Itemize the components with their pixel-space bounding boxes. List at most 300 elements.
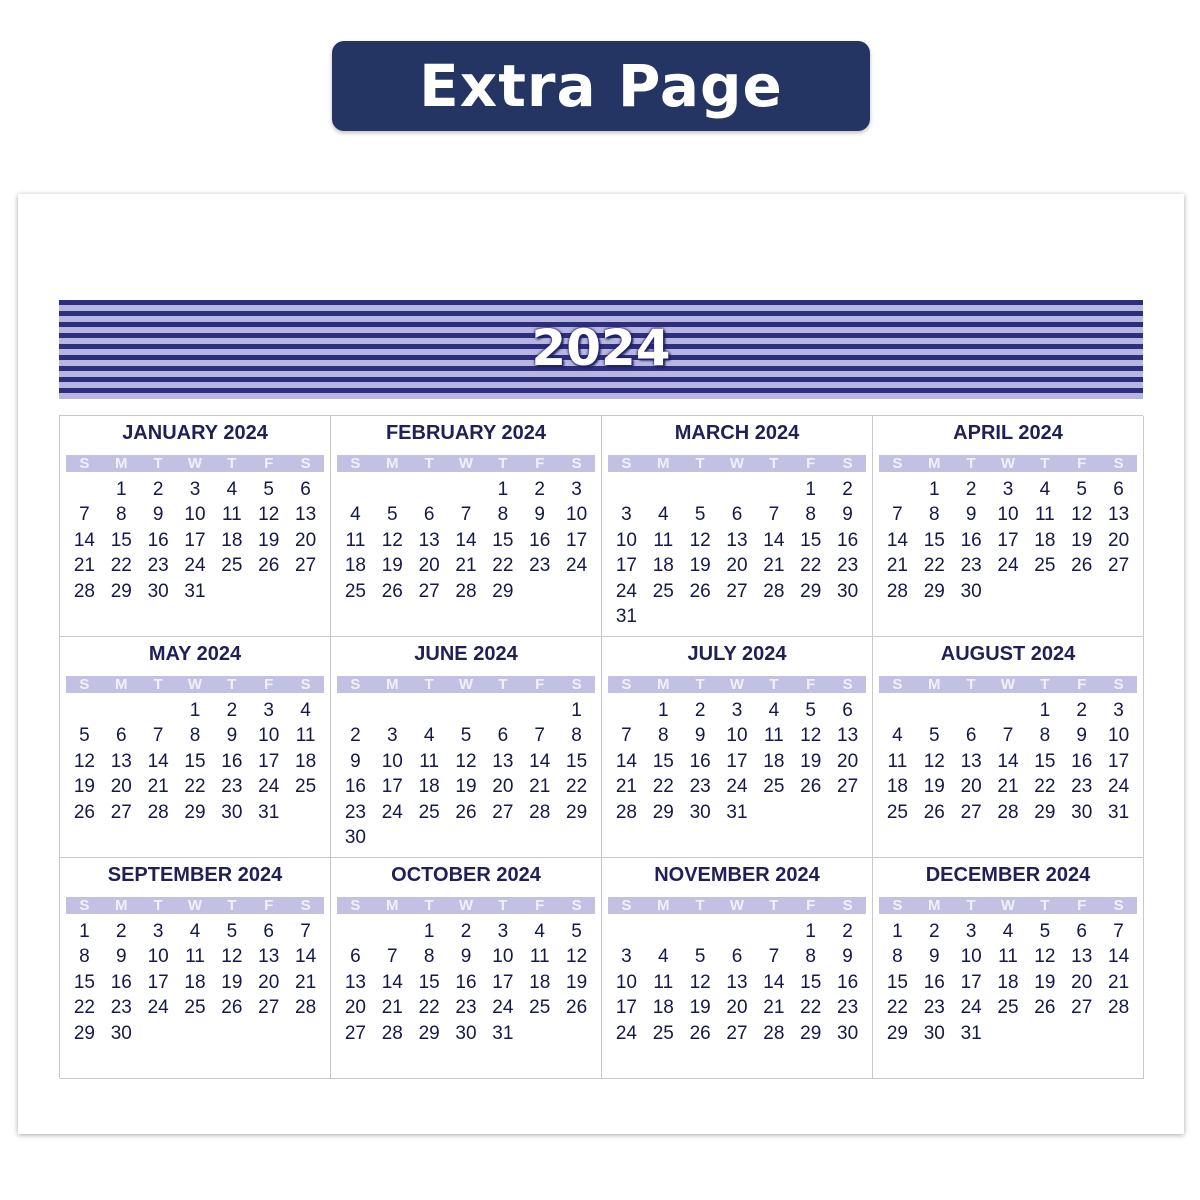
- weekday-label: T: [695, 676, 705, 693]
- day-number: 28: [73, 580, 95, 602]
- day-number: 31: [258, 801, 280, 823]
- weekday-label: T: [769, 676, 779, 693]
- weekday-label: W: [1000, 455, 1016, 472]
- day-number: 14: [997, 750, 1019, 772]
- year-banner: [59, 300, 1143, 399]
- day-number: 19: [1071, 529, 1093, 551]
- weekday-label: S: [842, 455, 853, 472]
- day-number: 18: [184, 971, 206, 993]
- day-number: 12: [689, 529, 711, 551]
- weekday-label: W: [1000, 676, 1016, 693]
- day-number: 26: [1034, 997, 1056, 1019]
- day-number: 29: [923, 580, 945, 602]
- weekday-label: S: [79, 676, 90, 693]
- weekday-label: S: [350, 676, 361, 693]
- day-number: 30: [221, 801, 243, 823]
- day-number: 28: [763, 1022, 785, 1044]
- day-number: 13: [726, 971, 748, 993]
- day-number: 24: [726, 776, 748, 798]
- weekday-label: F: [1077, 676, 1087, 693]
- day-number: 10: [566, 504, 588, 526]
- day-number: 28: [615, 801, 637, 823]
- weekday-label: T: [1040, 455, 1050, 472]
- day-number: 6: [115, 725, 127, 747]
- day-number: 26: [689, 1022, 711, 1044]
- day-number: 8: [423, 946, 435, 968]
- day-number: 13: [344, 971, 366, 993]
- empty-day-cell: [719, 919, 756, 944]
- day-number: 8: [79, 946, 90, 968]
- weekday-label: W: [729, 455, 745, 472]
- day-number: 9: [842, 946, 853, 968]
- day-number: 16: [960, 529, 982, 551]
- day-number: 6: [350, 946, 361, 968]
- day-number: 22: [566, 776, 588, 798]
- day-number: 23: [1071, 776, 1093, 798]
- day-number: 21: [529, 776, 551, 798]
- day-number: 27: [1071, 997, 1093, 1019]
- month-title: NOVEMBER 2024: [654, 864, 820, 886]
- day-number: 27: [960, 801, 982, 823]
- day-number: 2: [460, 921, 472, 942]
- day-number: 9: [534, 504, 545, 526]
- month-block: [60, 416, 331, 637]
- empty-day-cell: [337, 919, 374, 944]
- day-number: 4: [350, 504, 361, 526]
- day-number: 1: [571, 700, 582, 721]
- day-number: 6: [842, 700, 853, 721]
- day-number: 4: [657, 946, 669, 968]
- day-number: 12: [566, 946, 588, 968]
- day-number: 6: [423, 504, 435, 526]
- day-number: 29: [800, 580, 822, 602]
- day-number: 8: [805, 946, 816, 968]
- weekday-label: T: [153, 676, 163, 693]
- month-title: FEBRUARY 2024: [385, 422, 547, 444]
- day-number: 27: [1108, 555, 1130, 577]
- day-number: 27: [418, 580, 440, 602]
- weekday-label: W: [458, 676, 474, 693]
- day-number: 15: [923, 529, 945, 551]
- day-number: 19: [923, 776, 945, 798]
- weekday-label: T: [695, 897, 705, 914]
- day-number: 20: [418, 555, 440, 577]
- day-number: 4: [189, 921, 201, 942]
- day-number: 13: [258, 946, 280, 968]
- day-number: 29: [110, 580, 132, 602]
- day-grid: [879, 919, 1137, 1046]
- day-number: 25: [221, 555, 243, 577]
- day-number: 6: [497, 725, 509, 747]
- weekday-label: S: [300, 897, 311, 914]
- weekday-label: W: [187, 455, 203, 472]
- day-number: 16: [455, 971, 477, 993]
- weekday-label: F: [264, 897, 274, 914]
- empty-day-cell: [448, 477, 485, 502]
- day-number: 15: [652, 750, 674, 772]
- day-number: 10: [184, 504, 206, 526]
- day-number: 2: [694, 700, 706, 721]
- day-number: 17: [566, 529, 588, 551]
- day-number: 9: [460, 946, 472, 968]
- day-number: 7: [768, 504, 780, 526]
- day-number: 30: [837, 1022, 859, 1044]
- day-number: 7: [79, 504, 90, 526]
- day-number: 22: [923, 555, 945, 577]
- day-number: 14: [381, 971, 403, 993]
- day-number: 10: [997, 504, 1019, 526]
- day-number: 14: [529, 750, 551, 772]
- day-number: 3: [571, 479, 582, 500]
- day-number: 15: [1034, 750, 1056, 772]
- day-grid: [337, 698, 595, 850]
- day-number: 8: [571, 725, 582, 747]
- weekday-label: S: [79, 455, 90, 472]
- day-number: 25: [652, 1022, 674, 1044]
- day-number: 23: [344, 801, 366, 823]
- day-number: 3: [731, 700, 743, 721]
- day-number: 11: [221, 504, 242, 526]
- day-number: 30: [455, 1022, 477, 1044]
- day-grid: [337, 477, 595, 604]
- day-number: 19: [1034, 971, 1056, 993]
- day-number: 16: [221, 750, 243, 772]
- day-number: 16: [837, 971, 859, 993]
- day-number: 24: [960, 997, 982, 1019]
- day-number: 8: [657, 725, 669, 747]
- weekday-header-row: [66, 676, 324, 693]
- empty-day-cell: [645, 477, 682, 502]
- day-number: 1: [115, 479, 127, 500]
- day-number: 1: [657, 700, 669, 721]
- day-number: 17: [615, 997, 637, 1019]
- day-number: 19: [381, 555, 403, 577]
- day-number: 15: [184, 750, 206, 772]
- weekday-label: T: [1040, 897, 1050, 914]
- month-block: [60, 858, 331, 1079]
- day-number: 2: [152, 479, 164, 500]
- weekday-label: F: [1077, 455, 1087, 472]
- day-number: 3: [965, 921, 977, 942]
- weekday-label: F: [535, 676, 545, 693]
- day-number: 7: [460, 504, 472, 526]
- weekday-label: W: [458, 455, 474, 472]
- day-number: 31: [492, 1022, 514, 1044]
- weekday-label: T: [498, 676, 508, 693]
- day-number: 26: [258, 555, 280, 577]
- day-number: 9: [842, 504, 853, 526]
- day-number: 14: [147, 750, 169, 772]
- day-number: 27: [295, 555, 317, 577]
- day-number: 3: [1113, 700, 1124, 721]
- day-number: 20: [1108, 529, 1130, 551]
- day-number: 24: [566, 555, 588, 577]
- weekday-label: T: [424, 897, 434, 914]
- day-number: 24: [184, 555, 206, 577]
- day-number: 2: [115, 921, 127, 942]
- day-number: 29: [73, 1022, 95, 1044]
- weekday-label: T: [769, 455, 779, 472]
- day-number: 11: [887, 750, 908, 772]
- day-number: 9: [694, 725, 706, 747]
- day-number: 14: [763, 529, 785, 551]
- day-number: 17: [147, 971, 169, 993]
- day-number: 10: [726, 725, 748, 747]
- month-block: [331, 637, 602, 858]
- day-number: 26: [923, 801, 945, 823]
- month-title: JANUARY 2024: [122, 422, 268, 444]
- weekday-header-row: [66, 897, 324, 914]
- day-number: 30: [1071, 801, 1093, 823]
- day-number: 24: [492, 997, 514, 1019]
- day-number: 18: [886, 776, 908, 798]
- weekday-label: M: [928, 455, 941, 472]
- day-number: 13: [1071, 946, 1093, 968]
- day-number: 5: [263, 479, 274, 500]
- weekday-label: T: [695, 455, 705, 472]
- day-number: 7: [892, 504, 903, 526]
- day-number: 25: [184, 997, 206, 1019]
- day-number: 22: [800, 997, 822, 1019]
- weekday-label: T: [966, 897, 976, 914]
- empty-day-cell: [682, 477, 719, 502]
- day-number: 7: [1002, 725, 1014, 747]
- day-number: 30: [837, 580, 859, 602]
- day-number: 31: [960, 1022, 982, 1044]
- month-title: AUGUST 2024: [940, 643, 1076, 665]
- empty-day-cell: [990, 698, 1027, 723]
- weekday-label: S: [79, 897, 90, 914]
- day-number: 7: [1113, 921, 1124, 942]
- day-number: 14: [886, 529, 908, 551]
- day-number: 12: [1034, 946, 1056, 968]
- day-number: 30: [147, 580, 169, 602]
- day-number: 15: [566, 750, 588, 772]
- month-block: [60, 637, 331, 858]
- day-number: 28: [529, 801, 551, 823]
- day-number: 14: [73, 529, 95, 551]
- weekday-label: M: [115, 455, 128, 472]
- month-title: DECEMBER 2024: [925, 864, 1091, 886]
- month-title: JUNE 2024: [414, 643, 518, 665]
- day-number: 25: [418, 801, 440, 823]
- day-number: 26: [221, 997, 243, 1019]
- weekday-header-row: [337, 455, 595, 472]
- day-number: 1: [805, 921, 816, 942]
- day-number: 20: [492, 776, 514, 798]
- day-number: 3: [621, 504, 632, 526]
- day-number: 3: [1002, 479, 1014, 500]
- day-number: 14: [1108, 946, 1130, 968]
- day-number: 1: [892, 921, 903, 942]
- weekday-label: T: [1040, 676, 1050, 693]
- weekday-header-row: [879, 676, 1137, 693]
- day-number: 19: [221, 971, 243, 993]
- weekday-label: F: [264, 676, 274, 693]
- weekday-label: W: [729, 676, 745, 693]
- day-number: 17: [997, 529, 1019, 551]
- day-number: 27: [837, 776, 859, 798]
- day-number: 28: [997, 801, 1019, 823]
- day-number: 5: [805, 700, 816, 721]
- day-number: 29: [418, 1022, 440, 1044]
- day-number: 28: [455, 580, 477, 602]
- month-block: [873, 858, 1144, 1079]
- day-number: 2: [226, 700, 238, 721]
- day-number: 20: [726, 997, 748, 1019]
- day-number: 11: [763, 725, 784, 747]
- day-number: 13: [418, 529, 440, 551]
- day-number: 13: [295, 504, 317, 526]
- weekday-label: W: [458, 897, 474, 914]
- day-number: 16: [110, 971, 132, 993]
- day-number: 23: [837, 555, 859, 577]
- day-number: 12: [689, 971, 711, 993]
- day-number: 10: [960, 946, 982, 968]
- weekday-label: T: [153, 455, 163, 472]
- day-number: 18: [221, 529, 243, 551]
- day-number: 4: [1002, 921, 1014, 942]
- weekday-header-row: [879, 897, 1137, 914]
- day-number: 20: [344, 997, 366, 1019]
- day-number: 9: [1076, 725, 1087, 747]
- day-number: 16: [1071, 750, 1093, 772]
- weekday-label: F: [806, 676, 816, 693]
- day-number: 21: [295, 971, 317, 993]
- weekday-label: F: [264, 455, 274, 472]
- day-number: 10: [1108, 725, 1130, 747]
- weekday-label: S: [892, 455, 903, 472]
- day-number: 10: [615, 971, 637, 993]
- day-number: 15: [110, 529, 132, 551]
- day-number: 18: [1034, 529, 1056, 551]
- day-number: 22: [73, 997, 95, 1019]
- day-number: 17: [615, 555, 637, 577]
- weekday-label: T: [424, 676, 434, 693]
- day-number: 22: [1034, 776, 1056, 798]
- day-number: 7: [768, 946, 780, 968]
- day-number: 1: [423, 921, 435, 942]
- day-number: 23: [689, 776, 711, 798]
- weekday-label: S: [1113, 676, 1124, 693]
- weekday-label: S: [621, 676, 632, 693]
- day-number: 4: [300, 700, 311, 721]
- weekday-header-row: [66, 455, 324, 472]
- day-number: 11: [529, 946, 550, 968]
- day-number: 11: [1034, 504, 1055, 526]
- day-number: 28: [886, 580, 908, 602]
- day-number: 26: [455, 801, 477, 823]
- weekday-label: M: [928, 897, 941, 914]
- day-number: 15: [73, 971, 95, 993]
- weekday-label: S: [1113, 897, 1124, 914]
- month-block: [331, 858, 602, 1079]
- day-number: 15: [886, 971, 908, 993]
- day-number: 4: [657, 504, 669, 526]
- weekday-label: M: [115, 897, 128, 914]
- empty-day-cell: [374, 698, 411, 723]
- weekday-label: W: [187, 676, 203, 693]
- day-grid: [337, 919, 595, 1046]
- day-number: 8: [805, 504, 816, 526]
- day-number: 23: [110, 997, 132, 1019]
- weekday-label: M: [928, 676, 941, 693]
- day-number: 26: [73, 801, 95, 823]
- day-number: 8: [189, 725, 201, 747]
- day-number: 15: [418, 971, 440, 993]
- day-number: 26: [1071, 555, 1093, 577]
- empty-day-cell: [755, 919, 792, 944]
- day-number: 4: [423, 725, 435, 747]
- weekday-label: T: [227, 897, 237, 914]
- day-number: 17: [960, 971, 982, 993]
- month-block: [331, 416, 602, 637]
- day-number: 8: [892, 946, 903, 968]
- months-grid: [59, 415, 1143, 1078]
- day-number: 17: [184, 529, 206, 551]
- day-number: 1: [79, 921, 90, 942]
- day-number: 1: [497, 479, 509, 500]
- day-number: 21: [615, 776, 637, 798]
- day-number: 2: [350, 725, 361, 747]
- day-number: 24: [997, 555, 1019, 577]
- weekday-label: T: [424, 455, 434, 472]
- weekday-label: S: [571, 676, 582, 693]
- day-number: 6: [965, 725, 977, 747]
- day-number: 3: [263, 700, 274, 721]
- weekday-label: S: [842, 676, 853, 693]
- day-number: 16: [529, 529, 551, 551]
- day-grid: [608, 477, 866, 629]
- day-number: 10: [615, 529, 637, 551]
- day-number: 10: [492, 946, 514, 968]
- day-number: 8: [115, 504, 127, 526]
- month-title: MAY 2024: [148, 643, 242, 665]
- day-number: 29: [800, 1022, 822, 1044]
- month-title: SEPTEMBER 2024: [107, 864, 283, 886]
- weekday-label: M: [657, 897, 670, 914]
- weekday-label: T: [769, 897, 779, 914]
- day-number: 18: [652, 997, 674, 1019]
- day-number: 12: [800, 725, 822, 747]
- day-number: 31: [726, 801, 748, 823]
- weekday-label: W: [187, 897, 203, 914]
- day-number: 23: [147, 555, 169, 577]
- day-number: 25: [886, 801, 908, 823]
- day-grid: [608, 698, 866, 825]
- empty-day-cell: [953, 698, 990, 723]
- day-number: 16: [344, 776, 366, 798]
- day-number: 27: [344, 1022, 366, 1044]
- day-number: 1: [928, 479, 940, 500]
- empty-day-cell: [916, 698, 953, 723]
- day-number: 20: [837, 750, 859, 772]
- day-number: 3: [189, 479, 201, 500]
- weekday-label: T: [966, 455, 976, 472]
- day-number: 2: [965, 479, 977, 500]
- weekday-label: F: [1077, 897, 1087, 914]
- day-number: 4: [226, 479, 238, 500]
- day-number: 9: [928, 946, 940, 968]
- day-number: 27: [726, 1022, 748, 1044]
- day-number: 4: [892, 725, 903, 747]
- empty-day-cell: [484, 698, 521, 723]
- weekday-label: T: [966, 676, 976, 693]
- weekday-label: S: [571, 455, 582, 472]
- day-number: 12: [221, 946, 243, 968]
- weekday-header-row: [608, 897, 866, 914]
- weekday-label: S: [892, 676, 903, 693]
